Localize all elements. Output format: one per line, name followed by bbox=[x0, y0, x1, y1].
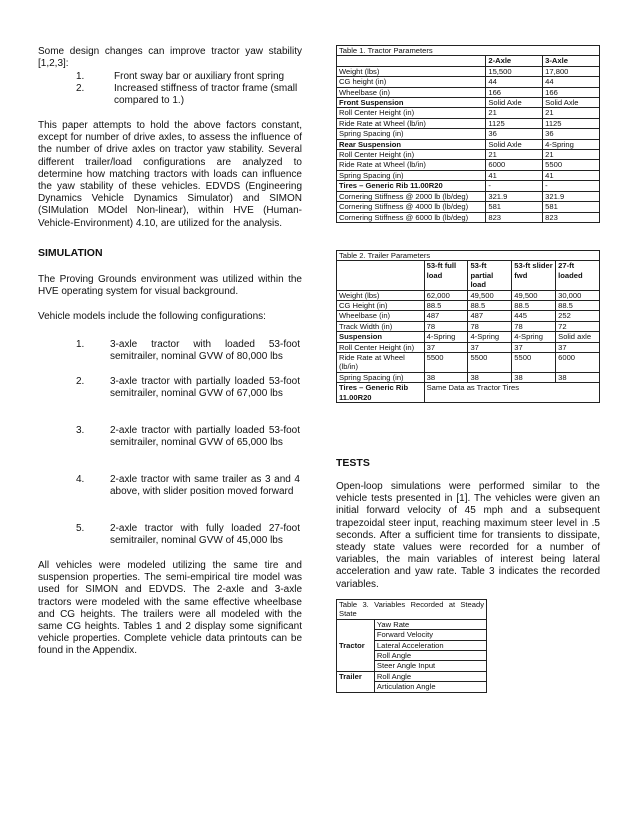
table2-cell: Track Width (in) bbox=[337, 321, 425, 331]
intro-list-text-1: Front sway bar or auxiliary front spring bbox=[114, 71, 285, 82]
table1-cell: 166 bbox=[543, 87, 600, 97]
table2-header: 53-ft slider fwd bbox=[512, 261, 556, 290]
table2-tires-value: Same Data as Tractor Tires bbox=[424, 383, 599, 403]
table1-cell: 44 bbox=[543, 77, 600, 87]
recorded-variables-table bbox=[336, 599, 487, 693]
table1-cell: 1125 bbox=[543, 118, 600, 128]
table2-cell: 487 bbox=[424, 311, 468, 321]
paragraph-configurations: Vehicle models include the following configurations: bbox=[38, 311, 266, 322]
table2-cell: 4-Spring bbox=[512, 332, 556, 342]
table1-header: 3-Axle bbox=[543, 56, 600, 66]
table2-cell: Roll Center Height (in) bbox=[337, 342, 425, 352]
table1-cell: 41 bbox=[486, 170, 543, 180]
table2-cell: 62,000 bbox=[424, 290, 468, 300]
table2-cell: Wheelbase (in) bbox=[337, 311, 425, 321]
table1-cell: - bbox=[486, 181, 543, 191]
table1-cell: 41 bbox=[543, 170, 600, 180]
table2-cell: Solid axle bbox=[556, 332, 600, 342]
simulation-heading: SIMULATION bbox=[38, 247, 103, 259]
table2-cell: 37 bbox=[424, 342, 468, 352]
table1-cell: 21 bbox=[486, 108, 543, 118]
table1-header-blank bbox=[337, 56, 486, 66]
table3-variable: Roll Angle bbox=[374, 671, 486, 681]
tests-heading: TESTS bbox=[336, 457, 370, 469]
table2-cell: 38 bbox=[424, 372, 468, 382]
table1-cell: 36 bbox=[543, 129, 600, 139]
table1-cell: Cornering Stiffness @ 2000 lb (lb/deg) bbox=[337, 191, 486, 201]
table2-cell: 38 bbox=[556, 372, 600, 382]
table1-cell: 44 bbox=[486, 77, 543, 87]
table1-cell: Solid Axle bbox=[543, 98, 600, 108]
table2-cell: Weight (lbs) bbox=[337, 290, 425, 300]
table2-header: 53-ft full load bbox=[424, 261, 468, 290]
paragraph-tests: Open-loop simulations were performed similar to the vehicle tests presented in [1]. The vehicles were given an initial forward velocity of 45 mph and a subsequent trapezoidal steer input, reaching maximum steer level in .5 seconds. After a sufficient time for transients to dissipate, steady state values were recorded for a number of variables, the main variables of interest being lateral acceleration and yaw rate. Table 3 indicates the recorded variables. bbox=[336, 481, 600, 590]
table1-cell: 166 bbox=[486, 87, 543, 97]
table1-section-label: Rear Suspension bbox=[337, 139, 486, 149]
paragraph-influence: This paper attempts to hold the above factors constant, except for number of drive axles, to assess the influence of the number of drive axles on tractor yaw stability. Several different trailer/load configurations are analyzed to determine how matching tractors with loads can influence the yaw stability of these vehicles. EDVDS (Engineering Dynamics Vehicle Dynamics Simulator) and SIMON (SIMulation MOdel Non-linear), within HVE (Human-Vehicle-Environment) 4.10, are utilized for the analysis. bbox=[38, 120, 302, 229]
intro-list-num-2: 2. bbox=[76, 83, 85, 94]
table2-cell: 78 bbox=[468, 321, 512, 331]
table2-cell: 88.5 bbox=[556, 301, 600, 311]
table2-cell: 78 bbox=[424, 321, 468, 331]
table1-cell: 321.9 bbox=[486, 191, 543, 201]
table2-cell: Spring Spacing (in) bbox=[337, 372, 425, 382]
table1-caption: Table 1. Tractor Parameters bbox=[337, 46, 600, 56]
table1-section-label: Front Suspension bbox=[337, 98, 486, 108]
table2-header: 53-ft partial load bbox=[468, 261, 512, 290]
table1-cell: 5500 bbox=[543, 160, 600, 170]
config-text-1: 3-axle tractor with loaded 53-foot semitrailer, nominal GVW of 80,000 lbs bbox=[110, 339, 300, 363]
table2-cell: 38 bbox=[468, 372, 512, 382]
intro-paragraph: Some design changes can improve tractor yaw stability [1,2,3]: bbox=[38, 46, 302, 70]
table2-cell: 4-Spring bbox=[424, 332, 468, 342]
table2-section-label: Suspension bbox=[337, 332, 425, 342]
table1-cell: Spring Spacing (in) bbox=[337, 129, 486, 139]
table1-section-label: Tires – Generic Rib 11.00R20 bbox=[337, 181, 486, 191]
table3-tractor-label: Tractor bbox=[337, 619, 375, 671]
table2-cell: 49,500 bbox=[468, 290, 512, 300]
table1-cell: 823 bbox=[486, 212, 543, 222]
table3-variable: Roll Angle bbox=[374, 651, 486, 661]
table1-cell: Cornering Stiffness @ 6000 lb (lb/deg) bbox=[337, 212, 486, 222]
table1-cell: 4-Spring bbox=[543, 139, 600, 149]
table1-cell: Solid Axle bbox=[486, 98, 543, 108]
table1-cell: Wheelbase (in) bbox=[337, 87, 486, 97]
config-text-3: 2-axle tractor with partially loaded 53-foot semitrailer, nominal GVW of 65,000 lbs bbox=[110, 425, 300, 449]
table2-cell: 30,000 bbox=[556, 290, 600, 300]
table1-cell: Solid Axle bbox=[486, 139, 543, 149]
table1-cell: 21 bbox=[543, 150, 600, 160]
table2-caption: Table 2. Trailer Parameters bbox=[337, 251, 600, 261]
table3-variable: Yaw Rate bbox=[374, 619, 486, 629]
table2-cell: 5500 bbox=[424, 353, 468, 373]
table2-cell: CG Height (in) bbox=[337, 301, 425, 311]
table1-cell: Roll Center Height (in) bbox=[337, 150, 486, 160]
table3-variable: Articulation Angle bbox=[374, 682, 486, 692]
table2-cell: Ride Rate at Wheel (lb/in) bbox=[337, 353, 425, 373]
table3-variable: Steer Angle Input bbox=[374, 661, 486, 671]
config-text-2: 3-axle tractor with partially loaded 53-foot semitrailer, nominal GVW of 67,000 lbs bbox=[110, 376, 300, 400]
table2-cell: 38 bbox=[512, 372, 556, 382]
table2-cell: 252 bbox=[556, 311, 600, 321]
paragraph-proving-grounds: The Proving Grounds environment was utilized within the HVE operating system for visual background. bbox=[38, 274, 302, 298]
table1-cell: 823 bbox=[543, 212, 600, 222]
table2-cell: 4-Spring bbox=[468, 332, 512, 342]
table1-cell: 21 bbox=[486, 150, 543, 160]
table2-cell: 6000 bbox=[556, 353, 600, 373]
table1-cell: 581 bbox=[543, 202, 600, 212]
table2-cell: 5500 bbox=[512, 353, 556, 373]
table1-cell: 21 bbox=[543, 108, 600, 118]
table1-cell: Roll Center Height (in) bbox=[337, 108, 486, 118]
table2-cell: 88.5 bbox=[512, 301, 556, 311]
table1-cell: CG height (in) bbox=[337, 77, 486, 87]
table2-cell: 37 bbox=[512, 342, 556, 352]
table2-cell: 49,500 bbox=[512, 290, 556, 300]
intro-list-num-1: 1. bbox=[76, 71, 85, 82]
table1-cell: Ride Rate at Wheel (lb/in) bbox=[337, 118, 486, 128]
table2-cell: 487 bbox=[468, 311, 512, 321]
table3-caption: Table 3. Variables Recorded at Steady State bbox=[337, 600, 487, 620]
table1-cell: 581 bbox=[486, 202, 543, 212]
table1-cell: 321.9 bbox=[543, 191, 600, 201]
table1-cell: Weight (lbs) bbox=[337, 66, 486, 76]
table1-cell: Ride Rate at Wheel (lb/in) bbox=[337, 160, 486, 170]
table2-cell: 37 bbox=[556, 342, 600, 352]
table1-cell: 6000 bbox=[486, 160, 543, 170]
table1-cell: 17,800 bbox=[543, 66, 600, 76]
config-num-2: 2. bbox=[76, 376, 85, 387]
table2-cell: 78 bbox=[512, 321, 556, 331]
table2-header-blank bbox=[337, 261, 425, 290]
config-num-5: 5. bbox=[76, 523, 85, 534]
table1-header: 2-Axle bbox=[486, 56, 543, 66]
table3-trailer-label: Trailer bbox=[337, 671, 375, 692]
table3-variable: Forward Velocity bbox=[374, 630, 486, 640]
table2-cell: 72 bbox=[556, 321, 600, 331]
table2-cell: 88.5 bbox=[424, 301, 468, 311]
table3-variable: Lateral Acceleration bbox=[374, 640, 486, 650]
table2-cell: 37 bbox=[468, 342, 512, 352]
config-text-4: 2-axle tractor with same trailer as 3 and 4 above, with slider position moved forward bbox=[110, 474, 300, 498]
table2-cell: 88.5 bbox=[468, 301, 512, 311]
tractor-parameters-table bbox=[336, 45, 600, 223]
table1-cell: 15,500 bbox=[486, 66, 543, 76]
table1-cell: Cornering Stiffness @ 4000 lb (lb/deg) bbox=[337, 202, 486, 212]
paragraph-modeling: All vehicles were modeled utilizing the same tire and suspension properties. The semi-empirical tire model was used for SIMON and EDVDS. The 2-axle and 3-axle tractors were modeled with the same effective wheelbase and CG heights. The trailers were all modeled with the same CG heights. Tables 1 and 2 display some significant vehicle properties. Complete vehicle data printouts can be found in the Appendix. bbox=[38, 560, 302, 657]
table2-tires-label: Tires – Generic Rib 11.00R20 bbox=[337, 383, 425, 403]
table2-cell: 5500 bbox=[468, 353, 512, 373]
config-text-5: 2-axle tractor with fully loaded 27-foot semitrailer, nominal GVW of 45,000 lbs bbox=[110, 523, 300, 547]
intro-list-text-2: Increased stiffness of tractor frame (small compared to 1.) bbox=[114, 83, 298, 107]
table2-cell: 445 bbox=[512, 311, 556, 321]
table1-cell: - bbox=[543, 181, 600, 191]
table1-cell: Spring Spacing (in) bbox=[337, 170, 486, 180]
table1-cell: 36 bbox=[486, 129, 543, 139]
config-num-1: 1. bbox=[76, 339, 85, 350]
config-num-4: 4. bbox=[76, 474, 85, 485]
trailer-parameters-table bbox=[336, 250, 600, 403]
config-num-3: 3. bbox=[76, 425, 85, 436]
table2-header: 27-ft loaded bbox=[556, 261, 600, 290]
table1-cell: 1125 bbox=[486, 118, 543, 128]
